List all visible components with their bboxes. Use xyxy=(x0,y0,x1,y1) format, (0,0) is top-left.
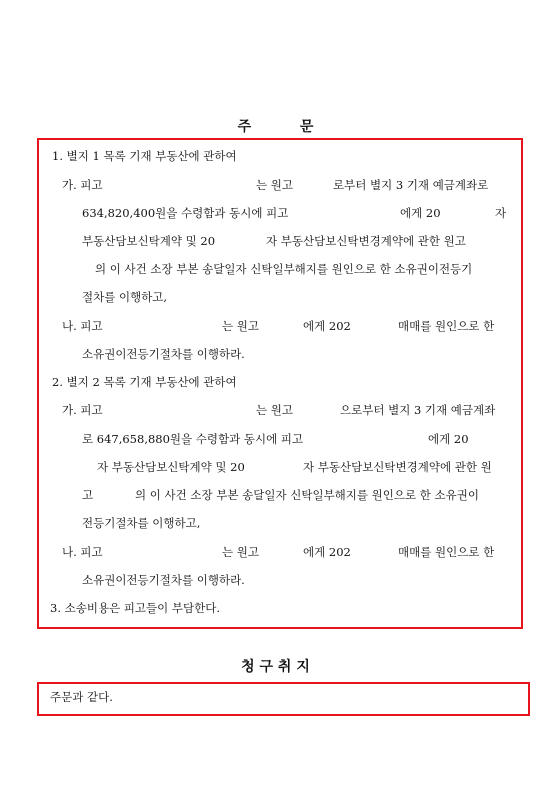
order-item-1-ga-text: 는 원고 xyxy=(256,178,293,192)
claim-text: 주문과 같다. xyxy=(50,690,113,704)
order-item-2-ga-text: 에게 20 xyxy=(428,432,469,446)
order-item-1-na-text: 소유권이전등기절차를 이행하라. xyxy=(82,347,245,361)
order-item-2-na-label: 나. 피고 xyxy=(62,545,103,559)
order-item-1-ga-text: 자 xyxy=(495,206,507,220)
order-item-2-ga-text: 고 xyxy=(82,488,94,502)
order-item-1-ga-text: 자 부동산담보신탁변경계약에 관한 원고 xyxy=(266,234,466,248)
order-item-1-ga-text: 634,820,400원을 수령함과 동시에 피고 xyxy=(82,206,289,220)
order-item-2-ga-text: 전등기절차를 이행하고, xyxy=(82,516,201,530)
order-item-1-na-label: 나. 피고 xyxy=(62,319,103,333)
order-item-2-ga-text: 로 647,658,880원을 수령함과 동시에 피고 xyxy=(82,432,304,446)
order-item-2-na-text: 소유권이전등기절차를 이행하라. xyxy=(82,573,245,587)
order-item-2-na-text: 매매를 원인으로 한 xyxy=(398,545,495,559)
order-item-2-ga-text: 자 부동산담보신탁계약 및 20 xyxy=(97,460,245,474)
order-item-1-ga-text: 에게 20 xyxy=(400,206,441,220)
order-item-2-ga-text: 의 이 사건 소장 부본 송달일자 신탁일부해지를 원인으로 한 소유권이 xyxy=(135,488,479,502)
order-item-1-ga-label: 가. 피고 xyxy=(62,178,103,192)
order-item-1-ga-text: 부동산담보신탁계약 및 20 xyxy=(82,234,216,248)
order-item-1-ga-text: 로부터 별지 3 기재 예금계좌로 xyxy=(333,178,489,192)
order-item-1-na-text: 에게 202 xyxy=(303,319,351,333)
order-item-1-na-text: 매매를 원인으로 한 xyxy=(398,319,495,333)
section-title-claim: 청 구 취 지 xyxy=(241,659,310,675)
order-item-2-na-text: 에게 202 xyxy=(303,545,351,559)
section-title-order: 주 문 xyxy=(237,119,314,135)
order-item-2-na-text: 는 원고 xyxy=(222,545,259,559)
order-item-3: 3. 소송비용은 피고들이 부담한다. xyxy=(50,601,221,615)
order-item-2-ga-text: 자 부동산담보신탁변경계약에 관한 원 xyxy=(303,460,492,474)
order-item-2: 2. 별지 2 목록 기재 부동산에 관하여 xyxy=(52,375,237,389)
order-item-2-ga-text: 는 원고 xyxy=(256,403,293,417)
order-item-1-ga-text: 의 이 사건 소장 부본 송달일자 신탁일부해지를 원인으로 한 소유권이전등기 xyxy=(95,262,473,276)
order-item-2-ga-label: 가. 피고 xyxy=(62,403,103,417)
order-item-1-na-text: 는 원고 xyxy=(222,319,259,333)
order-item-1-ga-text: 절차를 이행하고, xyxy=(82,290,168,304)
order-item-2-ga-text: 으로부터 별지 3 기재 예금계좌 xyxy=(340,403,496,417)
order-item-1: 1. 별지 1 목록 기재 부동산에 관하여 xyxy=(52,149,237,163)
